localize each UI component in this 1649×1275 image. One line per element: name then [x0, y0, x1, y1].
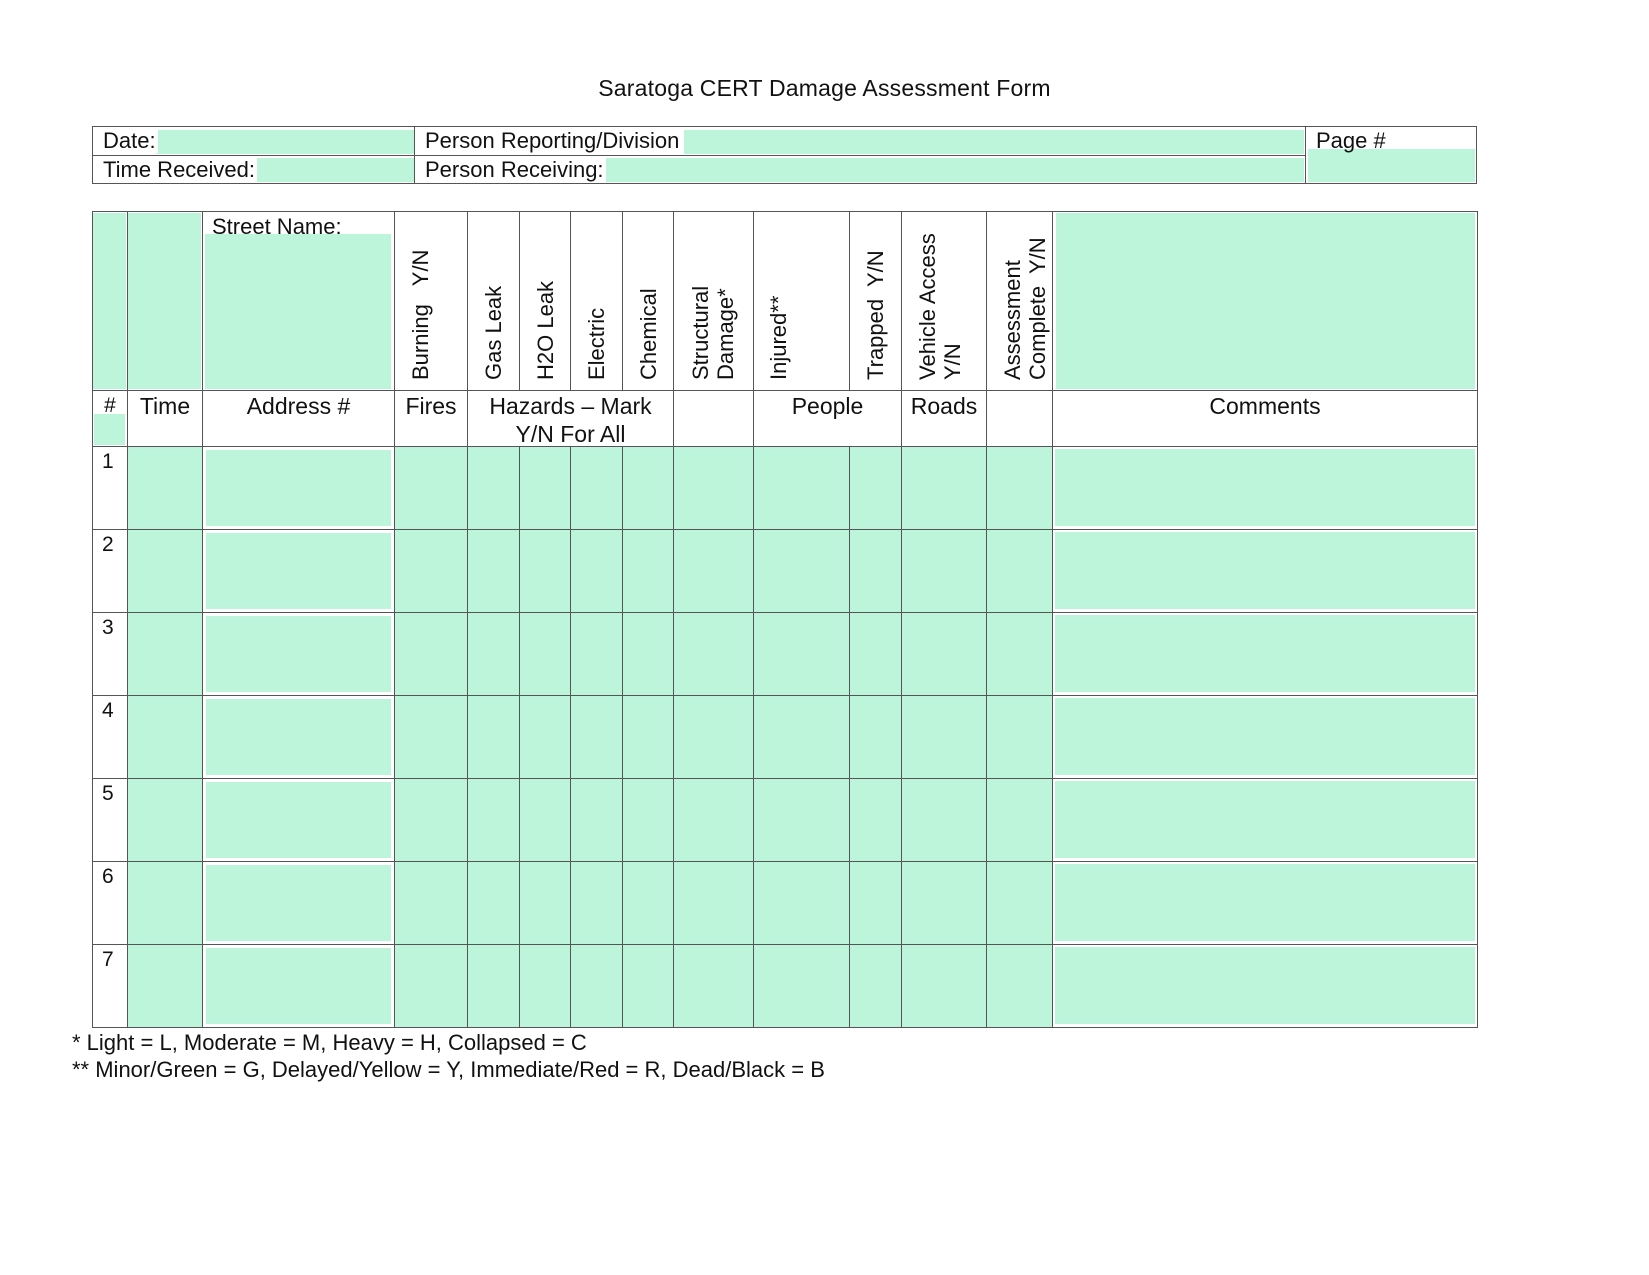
page-number-label: Page # — [1316, 128, 1386, 153]
cell-address[interactable] — [206, 533, 391, 609]
cell-trapped[interactable] — [850, 862, 901, 944]
cell-fires[interactable] — [395, 779, 467, 861]
cell-vehicle-access[interactable] — [902, 779, 986, 861]
cell-comments[interactable] — [1055, 449, 1475, 526]
header-injured: Injured** — [766, 295, 791, 380]
cell-fires[interactable] — [395, 447, 467, 529]
cell-address[interactable] — [206, 616, 391, 692]
cell-injured[interactable] — [754, 862, 849, 944]
cell-structural-damage[interactable] — [674, 862, 753, 944]
cell-injured[interactable] — [754, 696, 849, 778]
cell-vehicle-access[interactable] — [902, 613, 986, 695]
header-electric: Electric — [584, 307, 609, 380]
cell-trapped[interactable] — [850, 530, 901, 612]
cell-gas-leak[interactable] — [468, 862, 519, 944]
cell-vehicle-access[interactable] — [902, 447, 986, 529]
person-receiving-field[interactable] — [600, 158, 1304, 182]
time-header-fill — [128, 213, 201, 389]
column-header-time: Time — [139, 393, 191, 419]
cell-time[interactable] — [128, 945, 202, 1027]
cell-electric[interactable] — [571, 447, 622, 529]
date-label: Date: — [103, 128, 156, 153]
cell-structural-damage[interactable] — [674, 613, 753, 695]
row-number: 6 — [102, 865, 114, 888]
cell-structural-damage[interactable] — [674, 779, 753, 861]
cell-assessment-complete[interactable] — [987, 613, 1052, 695]
cell-gas-leak[interactable] — [468, 945, 519, 1027]
cell-address[interactable] — [206, 699, 391, 775]
row-number: 5 — [102, 782, 114, 805]
cell-structural-damage[interactable] — [674, 945, 753, 1027]
row-number: 1 — [102, 450, 114, 473]
cell-structural-damage[interactable] — [674, 530, 753, 612]
cell-time[interactable] — [128, 696, 202, 778]
cell-comments[interactable] — [1055, 532, 1475, 609]
header-chemical: Chemical — [636, 288, 661, 380]
cell-injured[interactable] — [754, 447, 849, 529]
column-header-hazards: Hazards – Mark Y/N For All — [489, 393, 652, 447]
footnote-injured: ** Minor/Green = G, Delayed/Yellow = Y, Immediate/Red = R, Dead/Black = B — [72, 1057, 825, 1082]
page-number-field[interactable] — [1308, 149, 1475, 182]
cell-assessment-complete[interactable] — [987, 447, 1052, 529]
header-burning: Burning Y/N — [408, 249, 433, 380]
cell-gas-leak[interactable] — [468, 530, 519, 612]
cell-chemical[interactable] — [623, 779, 673, 861]
person-reporting-label: Person Reporting/Division — [425, 128, 680, 153]
cell-comments[interactable] — [1055, 698, 1475, 775]
cell-time[interactable] — [128, 862, 202, 944]
cell-injured[interactable] — [754, 779, 849, 861]
time-received-label: Time Received: — [103, 157, 256, 182]
cell-trapped[interactable] — [850, 613, 901, 695]
cell-trapped[interactable] — [850, 447, 901, 529]
street-name-field[interactable] — [205, 234, 391, 389]
cell-gas-leak[interactable] — [468, 613, 519, 695]
header-assessment-complete: Assessment Complete Y/N — [1000, 237, 1050, 380]
cell-address[interactable] — [206, 782, 391, 858]
cell-electric[interactable] — [571, 945, 622, 1027]
cell-address[interactable] — [206, 450, 391, 526]
person-receiving-label: Person Receiving: — [425, 157, 604, 182]
cell-fires[interactable] — [395, 862, 467, 944]
cell-h2o-leak[interactable] — [520, 696, 570, 778]
cell-assessment-complete[interactable] — [987, 696, 1052, 778]
street-name-label: Street Name: — [212, 214, 342, 239]
cell-fires[interactable] — [395, 696, 467, 778]
cell-address[interactable] — [206, 865, 391, 941]
header-gas-leak: Gas Leak — [481, 285, 506, 380]
cell-trapped[interactable] — [850, 779, 901, 861]
cell-fires[interactable] — [395, 613, 467, 695]
cell-electric[interactable] — [571, 862, 622, 944]
cell-chemical[interactable] — [623, 447, 673, 529]
row-number: 7 — [102, 948, 114, 971]
column-header-address: Address # — [246, 393, 351, 419]
cell-address[interactable] — [206, 948, 391, 1024]
cell-injured[interactable] — [754, 945, 849, 1027]
cell-comments[interactable] — [1055, 615, 1475, 692]
row-number: 3 — [102, 616, 114, 639]
date-field[interactable] — [156, 130, 414, 154]
cell-assessment-complete[interactable] — [987, 779, 1052, 861]
number-header-fill — [93, 213, 126, 389]
cell-h2o-leak[interactable] — [520, 613, 570, 695]
cell-gas-leak[interactable] — [468, 779, 519, 861]
cell-fires[interactable] — [395, 945, 467, 1027]
cell-structural-damage[interactable] — [674, 447, 753, 529]
cell-assessment-complete[interactable] — [987, 862, 1052, 944]
cell-trapped[interactable] — [850, 945, 901, 1027]
cell-comments[interactable] — [1055, 864, 1475, 941]
cell-vehicle-access[interactable] — [902, 945, 986, 1027]
column-header-people: People — [791, 393, 864, 419]
cell-trapped[interactable] — [850, 696, 901, 778]
cell-assessment-complete[interactable] — [987, 945, 1052, 1027]
cell-gas-leak[interactable] — [468, 447, 519, 529]
cell-electric[interactable] — [571, 696, 622, 778]
cell-structural-damage[interactable] — [674, 696, 753, 778]
column-header-number: # — [104, 394, 116, 417]
cell-chemical[interactable] — [623, 696, 673, 778]
cell-time[interactable] — [128, 613, 202, 695]
cell-comments[interactable] — [1055, 781, 1475, 858]
cell-h2o-leak[interactable] — [520, 779, 570, 861]
cell-h2o-leak[interactable] — [520, 530, 570, 612]
cell-electric[interactable] — [571, 613, 622, 695]
cell-chemical[interactable] — [623, 945, 673, 1027]
column-header-fires: Fires — [405, 393, 457, 419]
cell-time[interactable] — [128, 530, 202, 612]
cell-injured[interactable] — [754, 613, 849, 695]
form-title: Saratoga CERT Damage Assessment Form — [598, 75, 1051, 101]
cell-vehicle-access[interactable] — [902, 530, 986, 612]
time-received-field[interactable] — [254, 158, 414, 182]
cell-injured[interactable] — [754, 530, 849, 612]
cell-electric[interactable] — [571, 530, 622, 612]
header-structural-damage: Structural Damage* — [688, 285, 738, 380]
cell-gas-leak[interactable] — [468, 696, 519, 778]
cell-fires[interactable] — [395, 530, 467, 612]
cell-time[interactable] — [128, 779, 202, 861]
cell-comments[interactable] — [1055, 947, 1475, 1024]
cell-h2o-leak[interactable] — [520, 862, 570, 944]
cell-assessment-complete[interactable] — [987, 530, 1052, 612]
cell-h2o-leak[interactable] — [520, 447, 570, 529]
row-number: 2 — [102, 533, 114, 556]
header-vehicle-access: Vehicle Access Y/N — [915, 233, 965, 380]
cell-chemical[interactable] — [623, 613, 673, 695]
person-reporting-field[interactable] — [684, 130, 1304, 154]
row-number: 4 — [102, 699, 114, 722]
cell-electric[interactable] — [571, 779, 622, 861]
cell-chemical[interactable] — [623, 530, 673, 612]
cell-time[interactable] — [128, 447, 202, 529]
comments-header-fill — [1056, 213, 1475, 389]
cell-h2o-leak[interactable] — [520, 945, 570, 1027]
header-h2o-leak: H2O Leak — [533, 280, 558, 380]
cell-vehicle-access[interactable] — [902, 862, 986, 944]
cell-vehicle-access[interactable] — [902, 696, 986, 778]
cell-chemical[interactable] — [623, 862, 673, 944]
footnote-structural-damage: * Light = L, Moderate = M, Heavy = H, Collapsed = C — [72, 1030, 587, 1055]
column-header-comments: Comments — [1209, 393, 1321, 419]
column-header-roads: Roads — [910, 393, 978, 419]
header-trapped: Trapped Y/N — [863, 250, 888, 380]
